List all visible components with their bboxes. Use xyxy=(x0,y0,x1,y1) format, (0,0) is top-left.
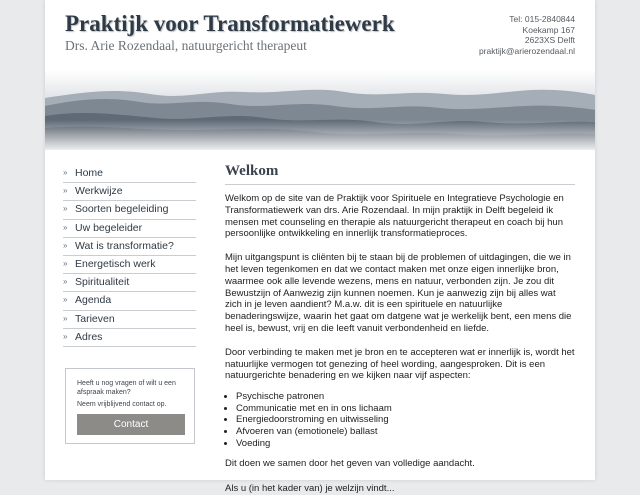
list-item: • Psychische patronen xyxy=(236,391,575,403)
nav-item-home[interactable]: » Home xyxy=(63,165,196,183)
attention-paragraph: Dit doen we samen door het geven van volledige aandacht. xyxy=(225,458,475,470)
list-item: • Afvoeren van (emotionele) ballast xyxy=(236,426,575,438)
double-chevron-right-icon: » xyxy=(63,313,68,323)
nav-item-agenda[interactable]: » Agenda xyxy=(63,292,196,310)
main-content xyxy=(225,163,575,495)
double-chevron-right-icon: » xyxy=(63,277,68,287)
site-title[interactable]: Praktijk voor Transformatiewerk xyxy=(65,11,395,36)
double-chevron-right-icon: » xyxy=(63,258,68,268)
double-chevron-right-icon: » xyxy=(63,295,68,305)
contact-city: 2623XS Delft xyxy=(524,35,575,45)
list-item: • Voeding xyxy=(236,438,575,450)
page-heading: Welkom xyxy=(225,163,575,185)
double-chevron-right-icon: » xyxy=(63,168,68,177)
nav-item-adres[interactable]: » Adres xyxy=(63,329,196,347)
contact-email[interactable]: praktijk@arierozendaal.nl xyxy=(478,45,575,56)
contact-box-question: Heeft u nog vragen of wilt u een afspraak maken? xyxy=(77,380,176,396)
nav-item-energetisch-werk[interactable]: » Energetisch werk xyxy=(63,256,196,274)
contact-box-note: Neem vrijblijvend contact op. xyxy=(77,401,167,408)
site-subtitle: Drs. Arie Rozendaal, natuurgericht therapeut xyxy=(65,38,307,53)
double-chevron-right-icon: » xyxy=(63,331,68,341)
double-chevron-right-icon: » xyxy=(63,186,68,196)
intro-paragraph: Welkom op de site van de Praktijk voor Spirituele en Integratieve Psychologie en Transformatiewerk van drs. Arie Rozendaal. In mijn praktijk in Delft begeleid ik mensen met counseling en therapie als natuurgericht therapeut en coach bij hun persoonlijke ontwikkeling en innerlijk transformatieproces. xyxy=(225,193,564,240)
connection-paragraph: Door verbinding te maken met je bron en te accepteren wat er innerlijk is, wordt het natuurlijke vermogen tot genezing of heel wording, aangesproken. Dit is een natuurgerichte benadering en we kijken naar vijf aspecten: xyxy=(225,346,575,382)
header-contact-info xyxy=(479,14,575,56)
nav-item-uw-begeleider[interactable]: » Uw begeleider xyxy=(63,220,196,238)
aspects-list xyxy=(225,391,575,449)
list-item: • Communicatie met en in ons lichaam xyxy=(236,403,575,415)
page-container xyxy=(45,0,595,494)
approach-paragraph: Mijn uitgangspunt is cliënten bij te staan bij de problemen of uitdagingen, die we in het leven tegenkomen en dat we contact maken met onze eigen innerlijke bron, waarmee ook alle levende wezens, mens en natuur, verbonden zijn. Je zou dit Bewustzijn of Aanwezig zijn kunnen noemen. Kun je aanwezig zijn bij alles wat zich in je leven aandient? M.a.w. dit is een spirituele en natuurlijke benaderingswijze, waarin het gaat om datgene wat je werkelijk bent, een mens die heel is, bewust, vrij en die leeft vanuit verbondenheid en liefde. xyxy=(225,252,572,334)
contact-button[interactable]: Contact xyxy=(77,414,185,435)
list-item: • Energiedoorstroming en uitwisseling xyxy=(236,414,575,426)
site-header xyxy=(45,0,595,70)
double-chevron-right-icon: » xyxy=(63,222,68,232)
nav-item-tarieven[interactable]: » Tarieven xyxy=(63,311,196,329)
mountain-banner-image xyxy=(45,70,595,150)
contact-street: Koekamp 167 xyxy=(522,24,575,35)
main-navigation xyxy=(63,165,196,347)
double-chevron-right-icon: » xyxy=(63,240,68,250)
contact-phone: Tel: 015-2840844 xyxy=(509,14,575,24)
contact-box xyxy=(65,368,195,444)
nav-item-soorten-begeleiding[interactable]: » Soorten begeleiding xyxy=(63,201,196,219)
double-chevron-right-icon: » xyxy=(63,204,68,214)
nav-item-werkwijze[interactable]: » Werkwijze xyxy=(63,183,196,201)
nav-item-spiritualiteit[interactable]: » Spiritualiteit xyxy=(63,274,196,292)
closing-paragraph: Als u (in het kader van) je welzijn vindt... xyxy=(225,482,395,494)
sidebar xyxy=(63,165,196,347)
nav-item-wat-is-transformatie[interactable]: » Wat is transformatie? xyxy=(63,238,196,256)
